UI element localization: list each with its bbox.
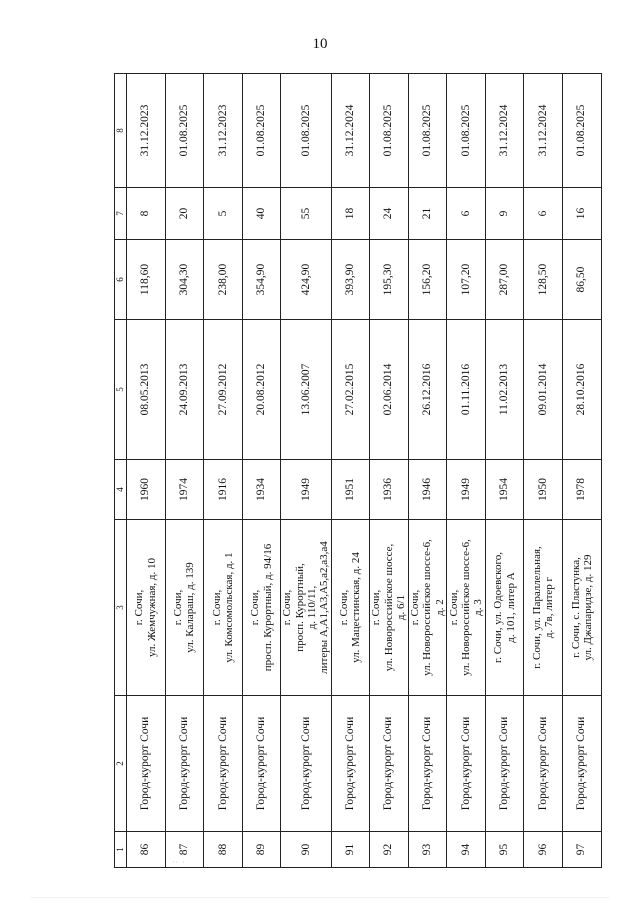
- column-number: 8: [115, 74, 127, 188]
- address-line: д. 7в, литер г: [543, 576, 556, 639]
- count-cell: 5: [204, 188, 243, 240]
- area-cell: 354,90: [242, 240, 281, 320]
- address-cell: [447, 520, 486, 696]
- deadline-cell: 31.12.2024: [524, 74, 563, 188]
- table-row: [524, 74, 563, 868]
- address-line: д. 2: [433, 599, 446, 616]
- column-number-row: [115, 74, 127, 868]
- row-number-cell: 97: [563, 832, 602, 868]
- year-built-cell: 1978: [563, 460, 602, 520]
- table-row: [447, 74, 486, 868]
- address-cell: [127, 520, 166, 696]
- row-number-cell: 89: [242, 832, 281, 868]
- address-line: г. Сочи, ул. Параллельная,: [530, 546, 543, 669]
- address-line: г. Сочи, ул. Одоевского,: [492, 552, 505, 663]
- municipality-cell: Город-курорт Сочи: [165, 696, 204, 832]
- area-cell: 287,00: [485, 240, 524, 320]
- row-number-cell: 88: [204, 832, 243, 868]
- deadline-cell: 01.08.2025: [447, 74, 486, 188]
- address-cell: [281, 520, 331, 696]
- year-built-cell: 1916: [204, 460, 243, 520]
- page-edge: [30, 897, 610, 898]
- address-cell: [485, 520, 524, 696]
- area-cell: 195,30: [370, 240, 409, 320]
- address-line: г. Сочи,: [409, 589, 422, 626]
- address-line: г. Сочи,: [172, 589, 185, 626]
- address-line: г. Сочи,: [370, 589, 383, 626]
- municipality-cell: Город-курорт Сочи: [281, 696, 331, 832]
- address-line: г. Сочи, с. Пластунка,: [569, 557, 582, 658]
- address-line: просп. Курортный,: [293, 563, 306, 652]
- address-line: ул. Джапаридзе, д. 129: [581, 554, 594, 661]
- year-built-cell: 1960: [127, 460, 166, 520]
- municipality-cell: Город-курорт Сочи: [127, 696, 166, 832]
- count-cell: 55: [281, 188, 331, 240]
- date-cell: 27.09.2012: [204, 320, 243, 460]
- date-cell: 20.08.2012: [242, 320, 281, 460]
- row-number-cell: 94: [447, 832, 486, 868]
- year-built-cell: 1954: [485, 460, 524, 520]
- address-line: г. Сочи,: [338, 589, 351, 626]
- area-cell: 118,60: [127, 240, 166, 320]
- address-cell: [204, 520, 243, 696]
- area-cell: 86,50: [563, 240, 602, 320]
- column-number: 7: [115, 188, 127, 240]
- date-cell: 27.02.2015: [331, 320, 370, 460]
- address-line: г. Сочи,: [210, 589, 223, 626]
- address-line: ул. Новороссийское шоссе,: [382, 543, 395, 672]
- deadline-cell: 01.08.2025: [408, 74, 447, 188]
- deadline-cell: 31.12.2023: [204, 74, 243, 188]
- row-number-cell: 93: [408, 832, 447, 868]
- table-row: [563, 74, 602, 868]
- address-cell: [524, 520, 563, 696]
- area-cell: 107,20: [447, 240, 486, 320]
- address-cell: [242, 520, 281, 696]
- deadline-cell: 31.12.2023: [127, 74, 166, 188]
- page-number: 10: [312, 36, 328, 52]
- year-built-cell: 1946: [408, 460, 447, 520]
- count-cell: 20: [165, 188, 204, 240]
- table-rotated-wrapper: [114, 74, 594, 868]
- date-cell: 26.12.2016: [408, 320, 447, 460]
- address-cell: [408, 520, 447, 696]
- column-number: 5: [115, 320, 127, 460]
- date-cell: 02.06.2014: [370, 320, 409, 460]
- column-number: 2: [115, 696, 127, 832]
- year-built-cell: 1950: [524, 460, 563, 520]
- date-cell: 13.06.2007: [281, 320, 331, 460]
- deadline-cell: 31.12.2024: [485, 74, 524, 188]
- column-number: 6: [115, 240, 127, 320]
- municipality-cell: Город-курорт Сочи: [242, 696, 281, 832]
- address-line: д. 101, литер А: [504, 572, 517, 643]
- count-cell: 6: [447, 188, 486, 240]
- row-number-cell: 90: [281, 832, 331, 868]
- year-built-cell: 1974: [165, 460, 204, 520]
- address-line: г. Сочи,: [447, 589, 460, 626]
- table-row: [408, 74, 447, 868]
- count-cell: 24: [370, 188, 409, 240]
- column-number: 1: [115, 832, 127, 868]
- year-built-cell: 1936: [370, 460, 409, 520]
- address-line: г. Сочи,: [249, 589, 262, 626]
- municipality-cell: Город-курорт Сочи: [204, 696, 243, 832]
- scan-specks: ·· ·: [172, 858, 186, 867]
- area-cell: 304,30: [165, 240, 204, 320]
- deadline-cell: 01.08.2025: [165, 74, 204, 188]
- date-cell: 11.02.2013: [485, 320, 524, 460]
- deadline-cell: 01.08.2025: [563, 74, 602, 188]
- column-number: 3: [115, 520, 127, 696]
- address-line: просп. Курортный, д. 94/16: [261, 543, 274, 672]
- row-number-cell: 92: [370, 832, 409, 868]
- area-cell: 238,00: [204, 240, 243, 320]
- address-line: г. Сочи,: [133, 589, 146, 626]
- count-cell: 40: [242, 188, 281, 240]
- address-cell: [165, 520, 204, 696]
- deadline-cell: 31.12.2024: [331, 74, 370, 188]
- date-cell: 28.10.2016: [563, 320, 602, 460]
- address-cell: [563, 520, 602, 696]
- table-row: [127, 74, 166, 868]
- housing-register-table: [114, 73, 602, 868]
- municipality-cell: Город-курорт Сочи: [485, 696, 524, 832]
- table-row: [370, 74, 409, 868]
- municipality-cell: Город-курорт Сочи: [370, 696, 409, 832]
- deadline-cell: 01.08.2025: [281, 74, 331, 188]
- year-built-cell: 1951: [331, 460, 370, 520]
- address-line: ул. Мацестинская, д. 24: [350, 552, 363, 663]
- address-line: г. Сочи,: [281, 589, 294, 626]
- area-cell: 393,90: [331, 240, 370, 320]
- municipality-cell: Город-курорт Сочи: [408, 696, 447, 832]
- count-cell: 6: [524, 188, 563, 240]
- date-cell: 08.05.2013: [127, 320, 166, 460]
- row-number-cell: 87: [165, 832, 204, 868]
- area-cell: 156,20: [408, 240, 447, 320]
- address-line: д. 6/1: [395, 594, 408, 621]
- table-row: [242, 74, 281, 868]
- table-row: [281, 74, 331, 868]
- deadline-cell: 01.08.2025: [370, 74, 409, 188]
- column-number: 4: [115, 460, 127, 520]
- address-line: д. 110/11,: [305, 585, 318, 630]
- municipality-cell: Город-курорт Сочи: [331, 696, 370, 832]
- count-cell: 9: [485, 188, 524, 240]
- date-cell: 09.01.2014: [524, 320, 563, 460]
- address-line: литеры А,А1,А3,А5,а2,а3,а4: [318, 541, 331, 674]
- row-number-cell: 96: [524, 832, 563, 868]
- date-cell: 01.11.2016: [447, 320, 486, 460]
- table-row: [165, 74, 204, 868]
- address-line: ул. Жемчужная, д. 10: [145, 557, 158, 658]
- municipality-cell: Город-курорт Сочи: [447, 696, 486, 832]
- address-line: ул. Новороссийское шоссе-6,: [421, 539, 434, 676]
- address-line: ул. Комсомольская, д. 1: [222, 552, 235, 663]
- count-cell: 8: [127, 188, 166, 240]
- municipality-cell: Город-курорт Сочи: [524, 696, 563, 832]
- table-row: [485, 74, 524, 868]
- year-built-cell: 1934: [242, 460, 281, 520]
- row-number-cell: 95: [485, 832, 524, 868]
- table-row: [331, 74, 370, 868]
- address-cell: [370, 520, 409, 696]
- address-line: ул. Калараш, д. 139: [184, 562, 197, 653]
- year-built-cell: 1949: [281, 460, 331, 520]
- address-cell: [331, 520, 370, 696]
- municipality-cell: Город-курорт Сочи: [563, 696, 602, 832]
- count-cell: 18: [331, 188, 370, 240]
- address-line: д. 3: [472, 599, 485, 616]
- row-number-cell: 86: [127, 832, 166, 868]
- area-cell: 424,90: [281, 240, 331, 320]
- year-built-cell: 1949: [447, 460, 486, 520]
- row-number-cell: 91: [331, 832, 370, 868]
- deadline-cell: 01.08.2025: [242, 74, 281, 188]
- area-cell: 128,50: [524, 240, 563, 320]
- date-cell: 24.09.2013: [165, 320, 204, 460]
- table-row: [204, 74, 243, 868]
- count-cell: 16: [563, 188, 602, 240]
- address-line: ул. Новороссийское шоссе-6,: [459, 539, 472, 676]
- count-cell: 21: [408, 188, 447, 240]
